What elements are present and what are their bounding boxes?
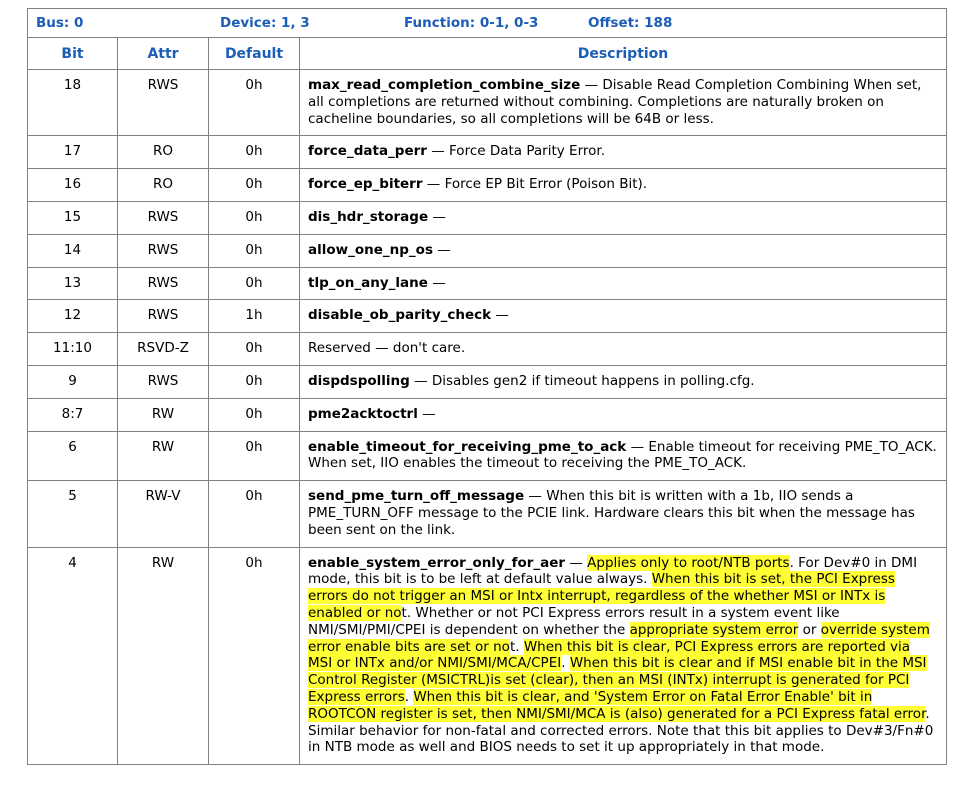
table-row: [28, 300, 947, 333]
default-cell: 0h: [209, 234, 300, 267]
default-cell: 0h: [209, 267, 300, 300]
table-row: [28, 547, 947, 765]
description-cell: [300, 365, 947, 398]
field-name: enable_system_error_only_for_aer: [308, 554, 566, 571]
bit-cell: 8:7: [28, 398, 118, 431]
attr-cell: RWS: [118, 70, 209, 136]
default-cell: 0h: [209, 201, 300, 234]
description-cell: [300, 267, 947, 300]
field-description: —: [428, 208, 446, 225]
device-label: Device: 1, 3: [220, 15, 310, 31]
description-text: or: [798, 621, 821, 638]
bit-cell: 18: [28, 70, 118, 136]
default-cell: 0h: [209, 398, 300, 431]
bit-cell: 12: [28, 300, 118, 333]
attr-cell: RWS: [118, 201, 209, 234]
field-name: tlp_on_any_lane: [308, 274, 428, 291]
field-description: Reserved — don't care.: [308, 340, 466, 357]
table-row: [28, 333, 947, 366]
bit-cell: 11:10: [28, 333, 118, 366]
field-name: disable_ob_parity_check: [308, 307, 492, 324]
function-label: Function: 0-1, 0-3: [404, 15, 539, 31]
highlighted-text: Applies only to root/NTB ports: [587, 554, 790, 571]
default-cell: 0h: [209, 481, 300, 547]
offset-label: Offset: 188: [588, 15, 673, 31]
default-cell: 0h: [209, 547, 300, 765]
attr-cell: RW: [118, 547, 209, 765]
attr-cell: RW: [118, 431, 209, 481]
highlighted-text: When this bit is set, the PCI Express errors do not trigger an MSI or Intx interrupt, regardless of the whether MSI or INTx is enabled or no: [308, 571, 895, 621]
field-description: — Enable timeout for receiving PME_TO_ACK.: [626, 438, 937, 455]
table-row: [28, 398, 947, 431]
description-column-header: Description: [300, 38, 947, 70]
field-description: —: [433, 241, 451, 258]
bit-cell: 17: [28, 136, 118, 169]
field-name: dispdspolling: [308, 372, 410, 389]
field-name: pme2acktoctrl: [308, 405, 418, 422]
description-cell: [300, 201, 947, 234]
bit-cell: 4: [28, 547, 118, 765]
register-table: [27, 8, 947, 765]
attr-cell: RWS: [118, 234, 209, 267]
bit-cell: 9: [28, 365, 118, 398]
default-cell: 1h: [209, 300, 300, 333]
highlighted-text: appropriate system error: [629, 621, 799, 638]
field-description-detail: When set, IIO enables the timeout to receiving the PME_TO_ACK.: [308, 455, 747, 472]
description-cell: [300, 136, 947, 169]
description-text: . For Dev#0 in DMI mode, this bit is to be left at default value always.: [308, 554, 918, 588]
attr-cell: RW: [118, 398, 209, 431]
field-name: allow_one_np_os: [308, 241, 433, 258]
table-row: [28, 201, 947, 234]
description-text: .: [404, 688, 414, 705]
highlighted-text: When this bit is clear and if MSI enable bit in the MSI Control Register (MSICTRL)is set (clear), then an MSI (INTx) interrupt is generated for PCI Express errors: [308, 655, 927, 705]
attr-cell: RSVD-Z: [118, 333, 209, 366]
description-cell: [300, 431, 947, 481]
default-cell: 0h: [209, 136, 300, 169]
bus-label: Bus: 0: [36, 15, 84, 31]
field-description: — Force EP Bit Error (Poison Bit).: [422, 176, 648, 193]
attr-cell: RO: [118, 136, 209, 169]
description-text: .: [561, 655, 570, 672]
description-cell: [300, 70, 947, 136]
table-row: [28, 169, 947, 202]
bit-cell: 6: [28, 431, 118, 481]
table-row: [28, 431, 947, 481]
field-name: enable_timeout_for_receiving_pme_to_ack: [308, 438, 627, 455]
field-description: — Force Data Parity Error.: [426, 143, 606, 160]
default-column-header: Default: [209, 38, 300, 70]
highlighted-text: When this bit is clear, PCI Express errors are reported via MSI or INTx and/or NMI/SMI/MCA/CPEI: [308, 638, 911, 672]
field-description: — Disable Read Completion Combining When set, all completions are returned without combining. Completions are naturally broken on cacheline boundaries, so all completions will be 64B or less.: [308, 77, 922, 127]
bit-column-header: Bit: [28, 38, 118, 70]
field-name: max_read_completion_combine_size: [308, 77, 581, 93]
bit-cell: 13: [28, 267, 118, 300]
description-cell: [300, 547, 947, 765]
default-cell: 0h: [209, 333, 300, 366]
default-cell: 0h: [209, 169, 300, 202]
default-cell: 0h: [209, 365, 300, 398]
field-name: dis_hdr_storage: [308, 208, 429, 225]
default-cell: 0h: [209, 431, 300, 481]
bit-cell: 15: [28, 201, 118, 234]
register-bits-table: [27, 8, 947, 765]
register-header: [28, 9, 947, 38]
table-row: [28, 234, 947, 267]
description-cell: [300, 333, 947, 366]
default-cell: 0h: [209, 70, 300, 136]
table-row: [28, 70, 947, 136]
register-rows: [28, 70, 947, 765]
field-description: —: [427, 274, 446, 291]
field-name: send_pme_turn_off_message: [308, 488, 525, 505]
highlighted-text: override system error enable bits are set or no: [308, 621, 930, 655]
description-text: t. Whether or not PCI Express errors result in a system event like NMI/SMI/PMI/CPEI is dependent on whether the: [308, 604, 840, 638]
attr-cell: RW-V: [118, 481, 209, 547]
description-cell: [300, 481, 947, 547]
bit-cell: 5: [28, 481, 118, 547]
description-cell: [300, 169, 947, 202]
table-row: [28, 365, 947, 398]
column-headers: [28, 38, 947, 70]
table-row: [28, 267, 947, 300]
attr-cell: RWS: [118, 300, 209, 333]
description-text: —: [565, 554, 588, 571]
attr-cell: RWS: [118, 365, 209, 398]
description-text: . Similar behavior for non-fatal and corrected errors. Note that this bit applies to Dev#3/Fn#0 in NTB mode as well and BIOS needs to set it up appropriately in that mode.: [308, 705, 934, 756]
attr-column-header: Attr: [118, 38, 209, 70]
field-description: —: [491, 307, 509, 324]
description-cell: [300, 300, 947, 333]
field-name: force_ep_biterr: [308, 176, 423, 193]
description-cell: [300, 398, 947, 431]
field-description: — Disables gen2 if timeout happens in polling.cfg.: [409, 372, 755, 389]
description-cell: [300, 234, 947, 267]
field-description: —: [417, 405, 436, 422]
table-row: [28, 136, 947, 169]
field-name: force_data_perr: [308, 143, 427, 160]
attr-cell: RWS: [118, 267, 209, 300]
description-text: t.: [509, 638, 524, 655]
attr-cell: RO: [118, 169, 209, 202]
bit-cell: 16: [28, 169, 118, 202]
highlighted-text: When this bit is clear, and 'System Error on Fatal Error Enable' bit in ROOTCON register is set, then NMI/SMI/MCA is (also) generated for a PCI Express fatal error: [308, 688, 926, 722]
table-row: [28, 481, 947, 547]
field-description: — When this bit is written with a 1b, IIO sends a PME_TURN_OFF message to the PCIE link. Hardware clears this bit when the message has been sent on the link.: [308, 488, 915, 538]
bit-cell: 14: [28, 234, 118, 267]
